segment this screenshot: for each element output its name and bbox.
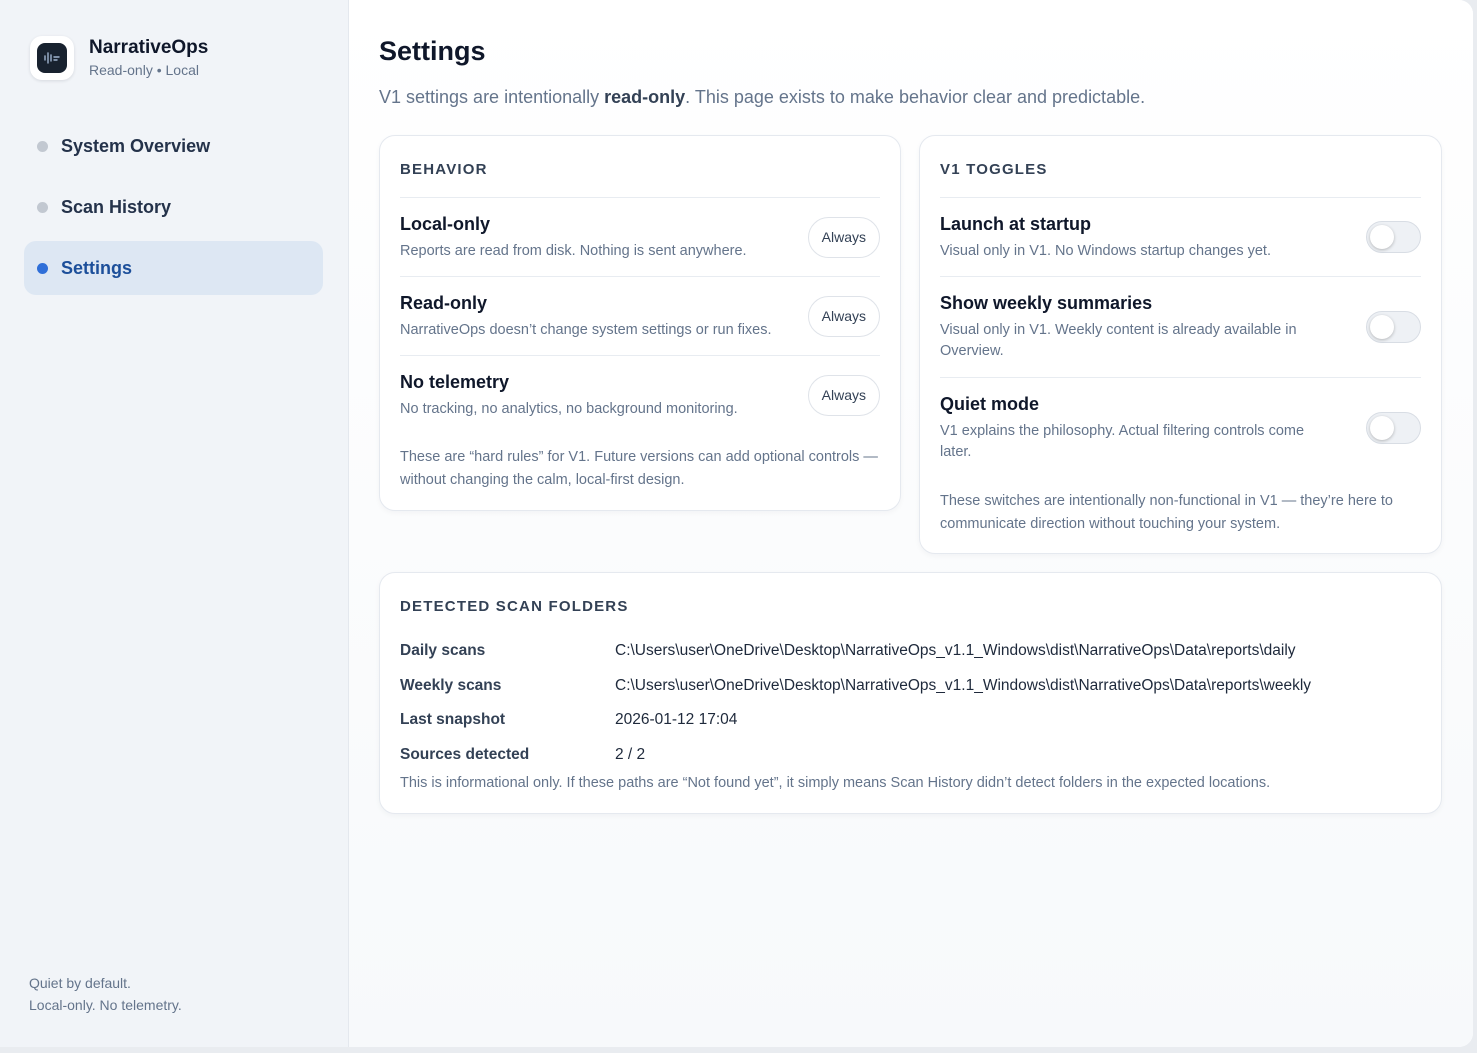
launch-at-startup-toggle[interactable]: [1366, 221, 1421, 253]
row-title: No telemetry: [400, 372, 510, 392]
row-description: No tracking, no analytics, no background monitoring.: [400, 401, 738, 417]
always-badge: Always: [808, 296, 880, 337]
sidebar-nav: [24, 119, 323, 302]
sidebar-footer: [29, 972, 182, 1016]
folder-key: Sources detected: [400, 745, 530, 763]
dot-icon: [37, 263, 48, 274]
sidebar-item-system-overview[interactable]: [24, 119, 323, 173]
behavior-card: [379, 135, 901, 511]
row-description: Reports are read from disk. Nothing is sent anywhere.: [400, 243, 747, 259]
page-subtitle: [379, 87, 1145, 108]
folder-value: C:\Users\user\OneDrive\Desktop\NarrativeOps_v1.1_Windows\dist\NarrativeOps\Data\reports\daily: [615, 642, 1296, 660]
row-description: Visual only in V1. No Windows startup changes yet.: [940, 243, 1271, 259]
scan-folders-card: [379, 572, 1442, 814]
folder-row: [400, 634, 1311, 669]
row-title: Show weekly summaries: [940, 293, 1153, 313]
card-title: BEHAVIOR: [400, 161, 488, 178]
sidebar-item-label: Settings: [61, 257, 133, 278]
behavior-row-no-telemetry: [400, 355, 880, 434]
folder-key: Weekly scans: [400, 676, 502, 694]
toggles-note: These switches are intentionally non-functional in V1 — they’re here to communicate direction without touching your system.: [940, 493, 1393, 532]
row-title: Launch at startup: [940, 214, 1092, 234]
row-description: Visual only in V1. Weekly content is already available in Overview.: [940, 322, 1297, 359]
sidebar-item-settings[interactable]: [24, 241, 323, 295]
row-description: V1 explains the philosophy. Actual filtering controls come later.: [940, 423, 1305, 460]
folder-value: 2026-01-12 17:04: [615, 711, 738, 729]
toggle-row-quiet-mode: [940, 377, 1421, 477]
toggle-knob: [1370, 315, 1394, 339]
folder-key: Daily scans: [400, 642, 486, 660]
card-title: DETECTED SCAN FOLDERS: [400, 598, 629, 615]
folder-row: [400, 738, 1311, 773]
always-badge: Always: [808, 217, 880, 258]
dot-icon: [37, 202, 48, 213]
toggle-row-show-weekly-summaries: [940, 276, 1421, 377]
waveform-logo-icon: [30, 36, 74, 80]
sidebar-item-label: System Overview: [61, 135, 211, 156]
sidebar: [0, 0, 349, 1047]
page-title: Settings: [379, 36, 486, 66]
folder-row: [400, 669, 1311, 704]
row-description: NarrativeOps doesn’t change system settings or run fixes.: [400, 322, 772, 338]
main-content: [349, 0, 1473, 1047]
toggle-row-launch-at-startup: [940, 197, 1421, 276]
sidebar-item-label: Scan History: [61, 196, 172, 217]
sidebar-item-scan-history[interactable]: [24, 180, 323, 234]
behavior-row-read-only: [400, 276, 880, 355]
show-weekly-summaries-toggle[interactable]: [1366, 311, 1421, 343]
behavior-row-local-only: [400, 197, 880, 276]
toggles-card: [919, 135, 1442, 554]
behavior-note: These are “hard rules” for V1. Future versions can add optional controls — without changing the calm, local-first design.: [400, 449, 878, 488]
sidebar-footer-line: Quiet by default.: [29, 975, 131, 991]
scan-folders-list: [400, 634, 1311, 772]
folder-key: Last snapshot: [400, 711, 506, 729]
folder-value: 2 / 2: [615, 745, 646, 763]
row-title: Quiet mode: [940, 394, 1040, 414]
brand: [30, 36, 208, 80]
folder-row: [400, 703, 1311, 738]
toggle-knob: [1370, 225, 1394, 249]
row-title: Local-only: [400, 214, 491, 234]
page-subtitle-text: V1 settings are intentionally: [379, 87, 605, 107]
row-title: Read-only: [400, 293, 488, 313]
folder-value: C:\Users\user\OneDrive\Desktop\NarrativeOps_v1.1_Windows\dist\NarrativeOps\Data\reports\weekly: [615, 676, 1312, 694]
page-subtitle-text: . This page exists to make behavior clear and predictable.: [685, 87, 1146, 107]
always-badge: Always: [808, 375, 880, 416]
card-title: V1 TOGGLES: [940, 161, 1048, 178]
page-subtitle-emphasis: read-only: [604, 87, 686, 107]
dot-icon: [37, 141, 48, 152]
sidebar-footer-line: Local-only. No telemetry.: [29, 997, 182, 1013]
quiet-mode-toggle[interactable]: [1366, 412, 1421, 444]
toggle-knob: [1370, 416, 1394, 440]
app-name: NarrativeOps: [89, 37, 209, 58]
scan-folders-note: This is informational only. If these paths are “Not found yet”, it simply means Scan History didn’t detect folders in the expected locations.: [400, 775, 1271, 791]
app-subtitle: Read-only • Local: [89, 62, 199, 78]
